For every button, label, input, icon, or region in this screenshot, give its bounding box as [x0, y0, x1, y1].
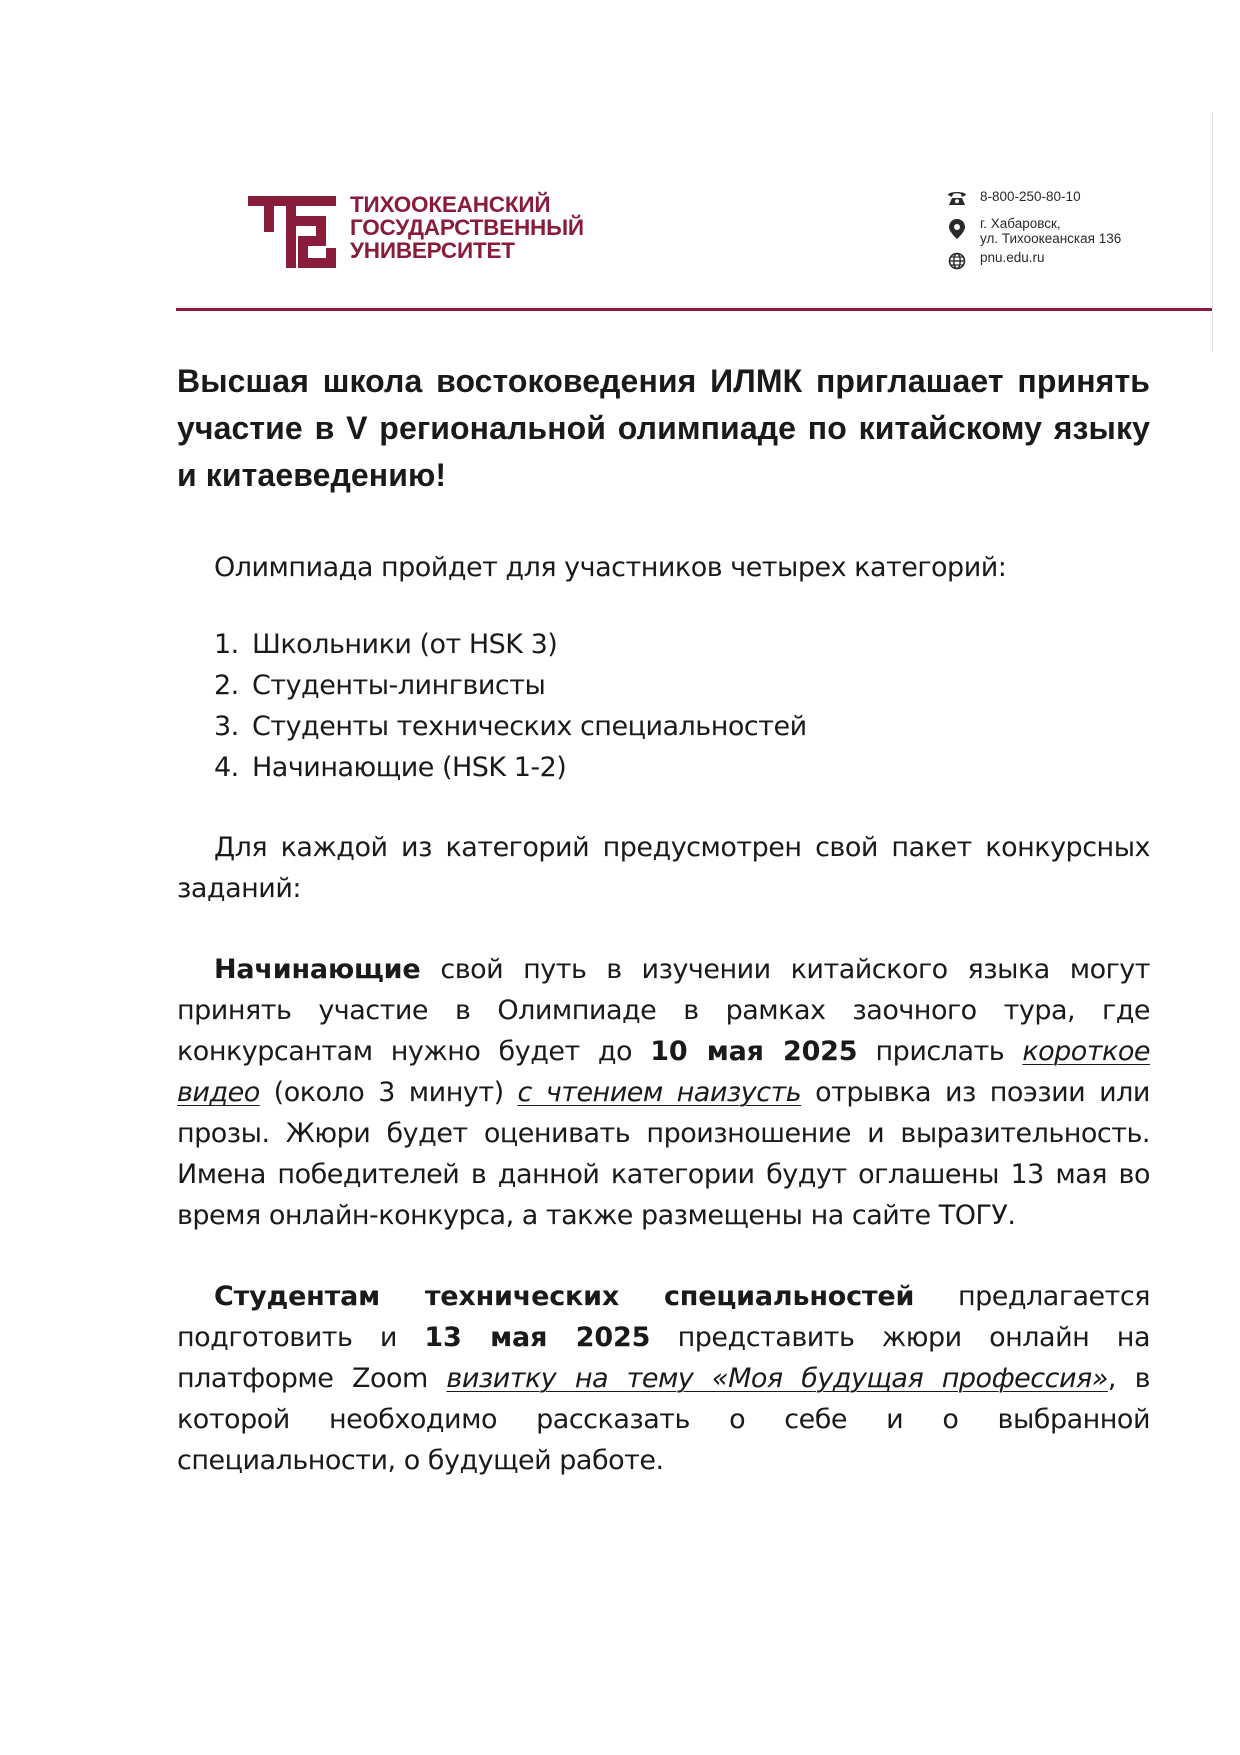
logo-line-2: ГОСУДАРСТВЕННЫЙ: [350, 215, 584, 240]
list-item: [214, 665, 1150, 706]
short-video-link[interactable]: короткое видео: [177, 1036, 1150, 1108]
technical-text-2: представить жюри онлайн на платформе Zoom: [177, 1322, 1150, 1394]
list-number: 2.: [214, 670, 239, 701]
location-pin-icon: [946, 218, 968, 240]
list-text: Начинающие (HSK 1-2): [252, 752, 567, 783]
categories-list: [214, 624, 1150, 788]
list-item: [214, 624, 1150, 665]
technical-text-3: , в которой необходимо рассказать о себе и о выбранной специальности, о будущей работе.: [177, 1363, 1150, 1476]
togu-logo-mark-icon: [248, 196, 336, 268]
beginners-text-3: (около 3 минут): [259, 1077, 518, 1108]
beginners-deadline: 10 мая 2025: [650, 1036, 858, 1067]
list-number: 1.: [214, 629, 239, 660]
address-line-1: г. Хабаровск,: [980, 216, 1061, 231]
document-body: [177, 358, 1150, 1481]
header-divider: [176, 308, 1212, 311]
beginners-text-2: прислать: [857, 1036, 1023, 1067]
phone-icon: [946, 189, 968, 207]
recitation-link[interactable]: с чтением наизусть: [517, 1077, 802, 1108]
university-logo: [248, 192, 584, 268]
list-item: [214, 706, 1150, 747]
contact-address: [946, 216, 1122, 246]
list-text: Студенты-лингвисты: [252, 670, 546, 701]
logo-line-1: ТИХООКЕАНСКИЙ: [350, 192, 551, 217]
contact-phone[interactable]: [946, 189, 1081, 207]
globe-icon: [946, 252, 968, 270]
business-card-link[interactable]: визитку на тему «Моя будущая профессия»: [446, 1363, 1108, 1394]
technical-text-1: предлагается подготовить и: [177, 1281, 1150, 1353]
website-text: pnu.edu.ru: [980, 250, 1045, 265]
list-number: 3.: [214, 711, 239, 742]
page-edge-line: [1212, 112, 1213, 352]
address-text: [980, 216, 1121, 246]
list-text: Школьники (от HSK 3): [252, 629, 558, 660]
beginners-text-1: свой путь в изучении китайского языка могут принять участие в Олимпиаде в рамках заочного тура, где конкурсантам нужно будет до: [177, 954, 1150, 1067]
list-text: Студенты технических специальностей: [252, 711, 807, 742]
beginners-text-4: отрывка из поэзии или прозы. Жюри будет оценивать произношение и выразительность. Имена победителей в данной категории будут оглашены 13 мая во время онлайн-конкурса, а также размещены на сайте ТОГУ.: [177, 1077, 1150, 1231]
beginners-lead: Начинающие: [214, 954, 421, 985]
technical-paragraph: [177, 1276, 1150, 1481]
logo-line-3: УНИВЕРСИТЕТ: [350, 238, 515, 263]
technical-lead: Студентам технических специальностей: [214, 1281, 915, 1312]
university-name: [350, 193, 584, 262]
technical-date: 13 мая 2025: [424, 1322, 651, 1353]
address-line-2: ул. Тихоокеанская 136: [980, 231, 1122, 246]
list-item: [214, 747, 1150, 788]
list-number: 4.: [214, 752, 239, 783]
beginners-paragraph: [177, 949, 1150, 1236]
each-category-paragraph: Для каждой из категорий предусмотрен свой пакет конкурсных заданий:: [177, 832, 1150, 904]
document-title: Высшая школа востоковедения ИЛМК приглашает принять участие в V региональной олимпиаде по китайскому языку и китаеведению!: [177, 363, 1150, 493]
contact-website[interactable]: [946, 250, 1045, 270]
intro-paragraph: Олимпиада пройдет для участников четырех категорий:: [214, 552, 1007, 583]
phone-number: 8-800-250-80-10: [980, 189, 1081, 204]
